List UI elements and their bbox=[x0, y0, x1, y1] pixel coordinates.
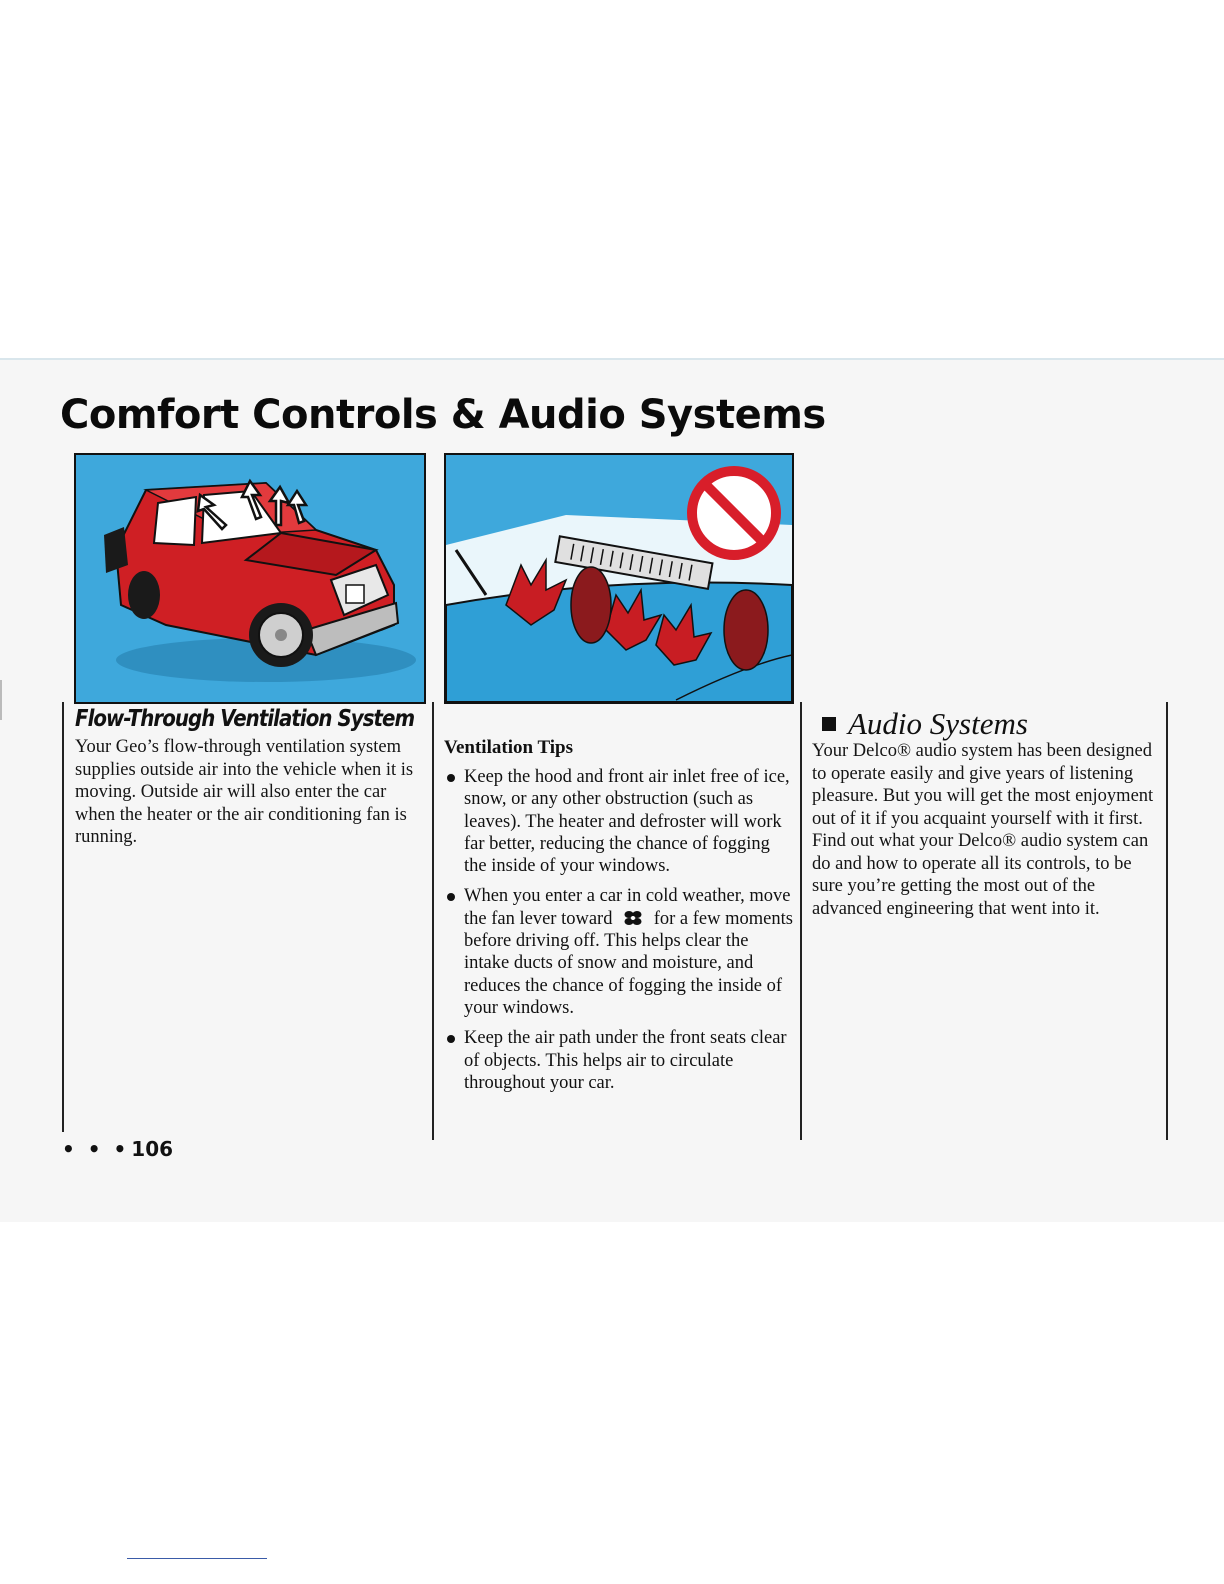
ventilation-body: Your Geo’s flow-through ventilation system supplies outside air into the vehicle when it is moving. Outside air will also enter the car when the heater or the air conditioning fan is running. bbox=[75, 737, 414, 847]
tip-text: for a few moments before driving off. This helps clear the intake ducts of snow and moisture, and reduces the chance of fogging the inside of your windows. bbox=[464, 908, 793, 1018]
ventilation-section-title: Flow-Through Ventilation System bbox=[75, 706, 415, 732]
car-airflow-illustration bbox=[74, 453, 426, 704]
list-item bbox=[444, 766, 794, 877]
audio-body: Your Delco® audio system has been designed to operate easily and give years of listening pleasure. But you will get the most enjoyment out of it if you acquaint yourself with it first. Find out what your Delco® audio system can do and how to operate all its controls, to be sure you’re getting the most out of the advanced engineering that went into it. bbox=[812, 741, 1154, 919]
page-title: Comfort Controls & Audio Systems bbox=[60, 392, 826, 438]
column-rule-middle bbox=[432, 702, 434, 1140]
page-number-dots: • • • bbox=[62, 1137, 130, 1161]
tip-text: Keep the hood and front air inlet free of ice, snow, or any other obstruction (such as leaves). The heater and defroster will work far better, reducing the chance of fogging the inside of your windows. bbox=[464, 767, 790, 877]
list-item bbox=[444, 1027, 794, 1094]
tip-text: When you enter a car in cold weather, move the fan lever toward bbox=[464, 886, 791, 929]
footer-line bbox=[127, 1558, 267, 1559]
tips-list bbox=[444, 766, 794, 1102]
list-item bbox=[444, 885, 794, 1019]
column-rule-left bbox=[62, 702, 64, 1132]
edge-mark bbox=[0, 680, 2, 720]
page-number-value: 106 bbox=[131, 1137, 174, 1161]
air-inlet-leaves-illustration bbox=[444, 453, 794, 704]
fan-icon bbox=[623, 910, 643, 926]
audio-section-title bbox=[822, 706, 1028, 742]
tips-heading: Ventilation Tips bbox=[444, 737, 574, 758]
column-rule-right-a bbox=[800, 702, 802, 1140]
tip-text: Keep the air path under the front seats clear of objects. This helps air to circulate throughout your car. bbox=[464, 1028, 787, 1093]
column-rule-right-b bbox=[1166, 702, 1168, 1140]
audio-title-text: Audio Systems bbox=[848, 706, 1028, 741]
page-number bbox=[62, 1137, 173, 1161]
square-bullet-icon bbox=[822, 717, 836, 731]
